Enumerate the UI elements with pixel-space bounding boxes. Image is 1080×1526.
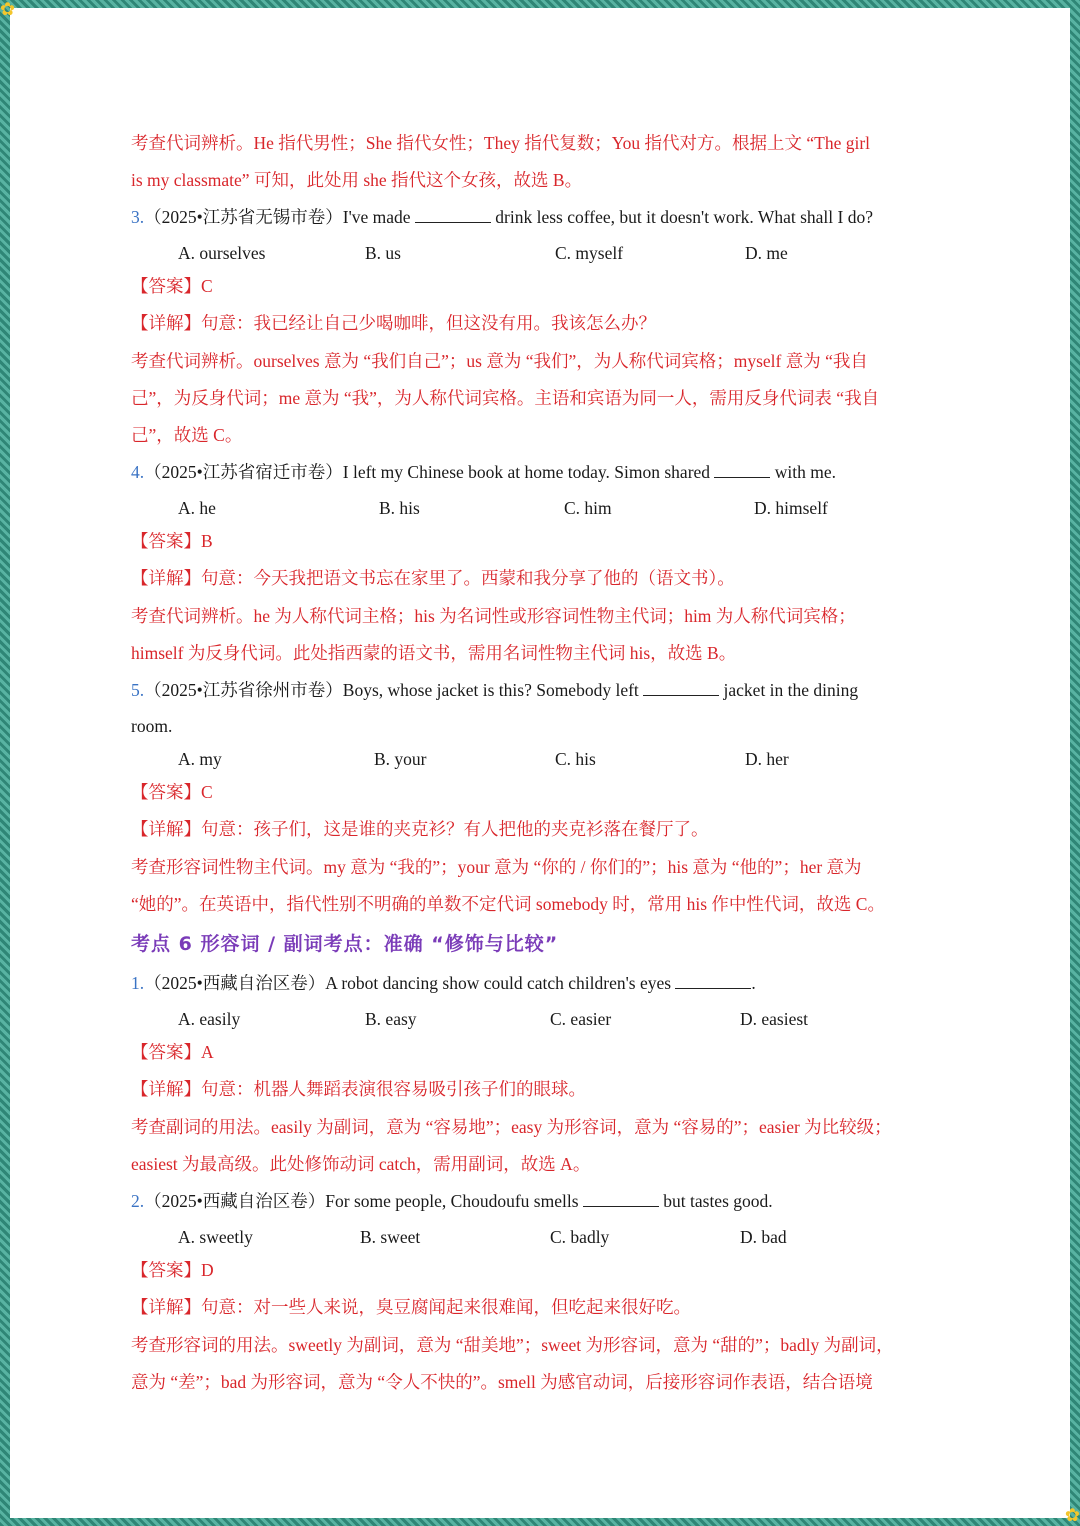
option-c: C. badly bbox=[550, 1227, 610, 1247]
option-b: B. us bbox=[365, 243, 401, 263]
explanation-line: 考查形容词性物主代词。my 意为 “我的”；your 意为 “你的 / 你们的”；his 意为 “他的”；her 意为 bbox=[131, 857, 862, 877]
option-c: C. easier bbox=[550, 1009, 612, 1029]
option-c: C. his bbox=[555, 749, 596, 769]
option-b: B. sweet bbox=[360, 1227, 421, 1247]
option-a: A. my bbox=[178, 749, 222, 769]
worksheet-page bbox=[10, 8, 1070, 1518]
explanation-line: 【详解】句意：机器人舞蹈表演很容易吸引孩子们的眼球。 bbox=[131, 1079, 586, 1099]
question-text: A robot dancing show could catch children's eyes bbox=[325, 973, 672, 993]
question-4 bbox=[131, 460, 836, 484]
option-d: D. her bbox=[745, 749, 789, 769]
option-b: B. your bbox=[374, 749, 427, 769]
option-d: D. himself bbox=[754, 498, 828, 518]
question-text: but tastes good. bbox=[663, 1191, 773, 1211]
option-c: C. myself bbox=[555, 243, 624, 263]
question-number: 3. bbox=[131, 207, 145, 227]
explanation-line: 考查代词辨析。ourselves 意为 “我们自己”；us 意为 “我们”，为人称代词宾格；myself 意为 “我自 bbox=[131, 351, 868, 371]
question-source: （2025•江苏省徐州市卷） bbox=[144, 680, 343, 700]
explanation-line: 考查形容词的用法。sweetly 为副词，意为 “甜美地”；sweet 为形容词，意为 “甜的”；badly 为副词， bbox=[131, 1335, 894, 1355]
option-b: B. his bbox=[379, 498, 420, 518]
flower-ornament-icon: ✿ bbox=[1064, 1505, 1080, 1525]
question-number: 2. bbox=[131, 1191, 145, 1211]
explanation-line: 意为 “差”；bad 为形容词，意为 “令人不快的”。smell 为感官动词，后接形容词作表语，结合语境 bbox=[131, 1372, 873, 1392]
explanation-line: 考查代词辨析。He 指代男性；She 指代女性；They 指代复数；You 指代对方。根据上文 “The girl bbox=[131, 133, 871, 153]
option-d: D. easiest bbox=[740, 1009, 809, 1029]
question-text: I've made bbox=[342, 207, 411, 227]
question-text: drink less coffee, but it doesn't work. What shall I do? bbox=[495, 207, 873, 227]
question-text: jacket in the dining bbox=[723, 680, 859, 700]
answer-line: 【答案】C bbox=[131, 782, 213, 802]
explanation-line: 考查副词的用法。easily 为副词，意为 “容易地”；easy 为形容词，意为 “容易的”；easier 为比较级； bbox=[131, 1117, 892, 1137]
option-a: A. sweetly bbox=[178, 1227, 253, 1247]
flower-ornament-icon: ✿ bbox=[0, 0, 16, 19]
answer-line: 【答案】C bbox=[131, 276, 213, 296]
answer-blank bbox=[675, 972, 751, 989]
answer-blank bbox=[643, 679, 719, 696]
answer-blank bbox=[714, 461, 770, 478]
question-number: 4. bbox=[131, 462, 145, 482]
answer-blank bbox=[415, 206, 491, 223]
question-1 bbox=[131, 971, 756, 995]
explanation-line: 己”，为反身代词；me 意为 “我”，为人称代词宾格。主语和宾语为同一人，需用反身代词表 “我自 bbox=[131, 388, 880, 408]
question-source: （2025•西藏自治区卷） bbox=[144, 1191, 326, 1211]
explanation-line: 考查代词辨析。he 为人称代词主格；his 为名词性或形容词性物主代词；him 为人称代词宾格； bbox=[131, 606, 856, 626]
question-source: （2025•西藏自治区卷） bbox=[144, 973, 326, 993]
question-text-continued: room. bbox=[131, 716, 173, 736]
question-text: For some people, Choudoufu smells bbox=[325, 1191, 579, 1211]
question-text: Boys, whose jacket is this? Somebody left bbox=[342, 680, 639, 700]
section-heading: 考点 6 形容词 / 副词考点：准确 “修饰与比较” bbox=[131, 933, 559, 955]
question-number: 5. bbox=[131, 680, 145, 700]
question-5 bbox=[131, 678, 858, 702]
answer-line: 【答案】D bbox=[131, 1260, 214, 1280]
option-a: A. he bbox=[178, 498, 216, 518]
explanation-line: “她的”。在英语中，指代性别不明确的单数不定代词 somebody 时，常用 his 作中性代词，故选 C。 bbox=[131, 894, 885, 914]
explanation-line: 【详解】句意：对一些人来说，臭豆腐闻起来很难闻，但吃起来很好吃。 bbox=[131, 1297, 691, 1317]
question-source: （2025•江苏省宿迁市卷） bbox=[144, 462, 343, 482]
option-a: A. easily bbox=[178, 1009, 241, 1029]
option-a: A. ourselves bbox=[178, 243, 266, 263]
question-source: （2025•江苏省无锡市卷） bbox=[144, 207, 343, 227]
question-text: . bbox=[751, 973, 756, 993]
explanation-line: 己”，故选 C。 bbox=[131, 425, 243, 445]
question-3 bbox=[131, 205, 873, 229]
explanation-line: 【详解】句意：我已经让自己少喝咖啡，但这没有用。我该怎么办？ bbox=[131, 313, 656, 333]
answer-line: 【答案】B bbox=[131, 531, 213, 551]
explanation-line: easiest 为最高级。此处修饰动词 catch，需用副词，故选 A。 bbox=[131, 1154, 591, 1174]
question-text: I left my Chinese book at home today. Simon shared bbox=[342, 462, 711, 482]
option-d: D. bad bbox=[740, 1227, 787, 1247]
option-b: B. easy bbox=[365, 1009, 417, 1029]
option-c: C. him bbox=[564, 498, 612, 518]
option-d: D. me bbox=[745, 243, 788, 263]
question-number: 1. bbox=[131, 973, 145, 993]
question-2 bbox=[131, 1189, 773, 1213]
explanation-line: 【详解】句意：今天我把语文书忘在家里了。西蒙和我分享了他的（语文书）。 bbox=[131, 568, 735, 588]
answer-blank bbox=[583, 1190, 659, 1207]
question-text: with me. bbox=[774, 462, 837, 482]
explanation-line: 【详解】句意：孩子们，这是谁的夹克衫？有人把他的夹克衫落在餐厅了。 bbox=[131, 819, 709, 839]
explanation-line: himself 为反身代词。此处指西蒙的语文书，需用名词性物主代词 his，故选 B。 bbox=[131, 643, 737, 663]
answer-line: 【答案】A bbox=[131, 1042, 214, 1062]
explanation-line: is my classmate” 可知，此处用 she 指代这个女孩，故选 B。 bbox=[131, 170, 583, 190]
